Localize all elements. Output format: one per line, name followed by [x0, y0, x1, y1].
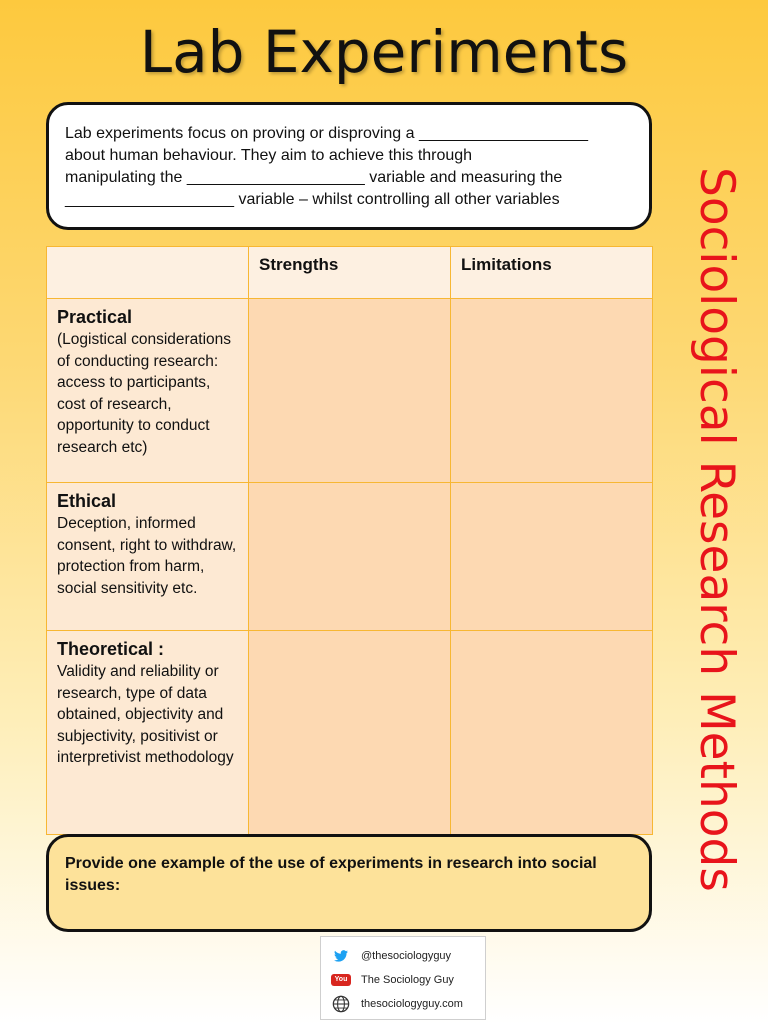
- youtube-icon: You Tube: [332, 976, 350, 995]
- table-row-theoretical: [47, 631, 653, 835]
- intro-box: [46, 102, 652, 230]
- contact-youtube[interactable]: [331, 969, 454, 995]
- table-row-practical: [47, 299, 653, 483]
- table-header-row: [47, 247, 653, 299]
- row-label-theoretical: [47, 631, 249, 835]
- ethical-strengths-cell[interactable]: [249, 483, 451, 631]
- practical-strengths-cell[interactable]: [249, 299, 451, 483]
- example-prompt-text: Provide one example of the use of experiments in research into social issues:: [65, 855, 597, 894]
- example-prompt-box[interactable]: [46, 834, 652, 932]
- ethical-limitations-cell[interactable]: [451, 483, 653, 631]
- intro-line: ___________________ variable – whilst controlling all other variables: [65, 191, 560, 208]
- theoretical-strengths-cell[interactable]: [249, 631, 451, 835]
- row-label-ethical: [47, 483, 249, 631]
- intro-line: Lab experiments focus on proving or disproving a ___________________: [65, 125, 589, 142]
- practical-limitations-cell[interactable]: [451, 299, 653, 483]
- intro-line: manipulating the ____________________ variable and measuring the: [65, 169, 563, 186]
- row-heading: Ethical: [57, 491, 117, 511]
- row-heading: Theoretical :: [57, 639, 165, 659]
- website-url: thesociologyguy.com: [361, 998, 463, 1010]
- twitter-handle: @thesociologyguy: [361, 950, 452, 962]
- youtube-channel: The Sociology Guy: [361, 974, 454, 986]
- row-description: (Logistical considerations of conducting research: access to participants, cost of research, opportunity to conduct research etc): [57, 331, 232, 456]
- contact-card: [320, 936, 486, 1020]
- header-cell-blank: [47, 247, 249, 299]
- row-description: Deception, informed consent, right to withdraw, protection from harm, social sensitivity etc.: [57, 515, 237, 597]
- row-heading: Practical: [57, 307, 133, 327]
- globe-icon: [331, 996, 351, 1012]
- row-label-practical: [47, 299, 249, 483]
- contact-twitter[interactable]: [331, 945, 451, 967]
- intro-line: about human behaviour. They aim to achieve this through: [65, 147, 473, 164]
- page-title: Lab Experiments: [139, 18, 629, 86]
- header-limitations: Limitations: [451, 247, 653, 299]
- row-description: Validity and reliability or research, type of data obtained, objectivity and subjectivity, positivist or interpretivist methodology: [57, 663, 234, 766]
- twitter-bird-icon: [331, 948, 351, 964]
- theoretical-limitations-cell[interactable]: [451, 631, 653, 835]
- evaluation-table: [46, 246, 653, 835]
- table-row-ethical: [47, 483, 653, 631]
- side-title: Sociological Research Methods: [689, 166, 744, 892]
- header-strengths: Strengths: [249, 247, 451, 299]
- contact-web[interactable]: [331, 993, 463, 1015]
